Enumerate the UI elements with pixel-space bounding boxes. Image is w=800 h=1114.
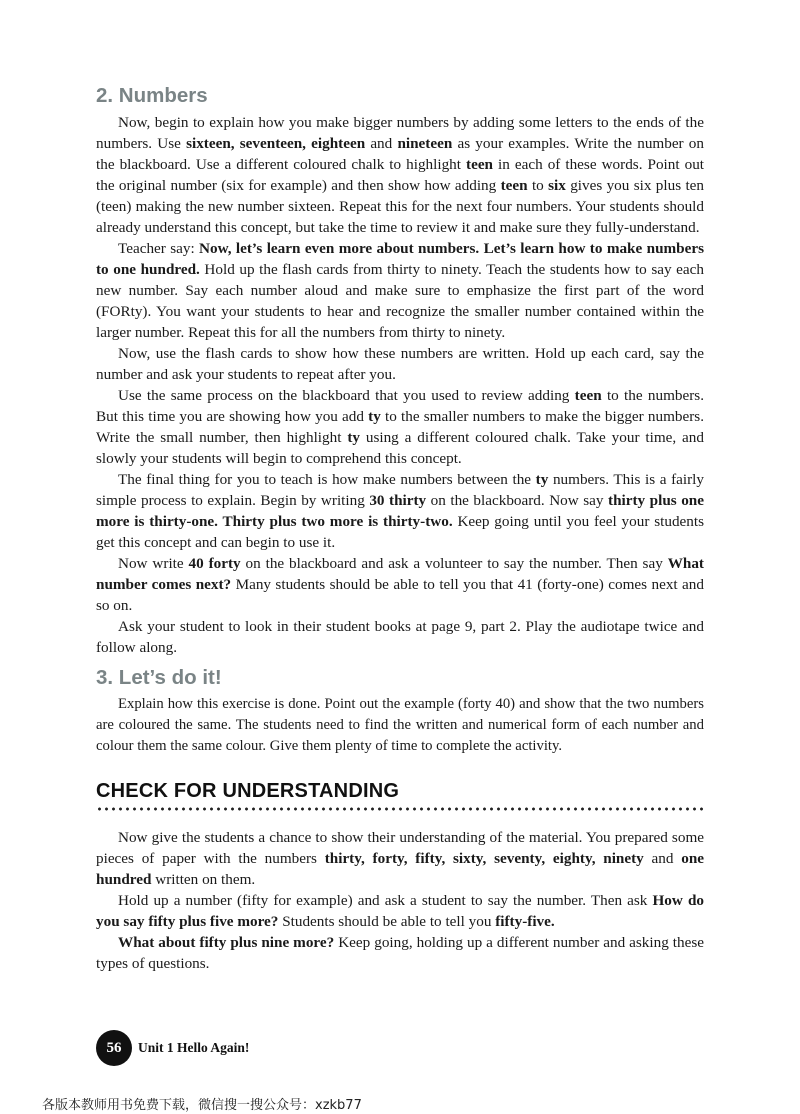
section-heading-lets-do-it: 3. Let’s do it! (96, 666, 222, 689)
paragraph: Now write 40 forty on the blackboard and ask a volunteer to say the number. Then say What number comes next? Many students should be able to tell you that 41 (forty-one) comes next and so on. (96, 555, 704, 614)
paragraph: Now, begin to explain how you make bigger numbers by adding some letters to the ends of the numbers. Use sixteen, seventeen, eighteen and nineteen as your examples. Write the number on the blackboard. Use a different coloured chalk to highlight teen in each of these words. Point out the original number (six for example) and then show how adding teen to six gives you six plus ten (teen) making the new number sixteen. Repeat this for the next four numbers. Your students should already understand this concept, but take the time to review it and make sure they fully-understand. (96, 114, 705, 236)
paragraph: Use the same process on the blackboard that you used to review adding teen to the numbers. But this time you are showing how you add ty to the smaller numbers to make the bigger numbers. Write the small number, then highlight ty using a different coloured chalk. Take your time, and slowly your students will begin to comprehend this concept. (96, 387, 704, 467)
paragraph: Now give the students a chance to show their understanding of the material. You prepared some pieces of paper with the numbers thirty, forty, fifty, sixty, seventy, eighty, ninety and one hundred written on them. (96, 829, 704, 888)
unit-label: Unit 1 Hello Again! (138, 1040, 250, 1055)
section-heading-numbers: 2. Numbers (96, 84, 208, 107)
paragraph: The final thing for you to teach is how make numbers between the ty numbers. This is a fairly simple process to explain. Begin by writing 30 thirty on the blackboard. Now say thirty plus one more is thirty-one. Thirty plus two more is thirty-two. Keep going until you feel your students get this concept and can begin to use it. (96, 471, 705, 551)
paragraph: What about fifty plus nine more? Keep going, holding up a different number and asking these types of questions. (96, 934, 704, 972)
paragraph: Hold up a number (fifty for example) and ask a student to say the number. Then ask How do you say fifty plus five more? Students should be able to tell you fifty-five. (96, 892, 704, 930)
paragraph: Ask your student to look in their student books at page 9, part 2. Play the audiotape twice and follow along. (96, 618, 704, 656)
paragraph: Teacher say: Now, let’s learn even more about numbers. Let’s learn how to make numbers to one hundred. Hold up the flash cards from thirty to ninety. Teach the students how to say each new number. Say each number aloud and make sure to emphasize the first part of the word (FORty). You want your students to hear and recognize the smaller number contained within the larger number. Repeat this for all the numbers from thirty to ninety. (96, 240, 705, 341)
check-for-understanding-heading: CHECK FOR UNDERSTANDING (96, 780, 400, 802)
dotted-divider (96, 805, 704, 813)
watermark-text: 各版本教师用书免费下载，微信搜一搜公众号：xzkb77 (42, 1098, 362, 1113)
paragraph: Explain how this exercise is done. Point out the example (forty 40) and show that the two numbers are coloured the same. The students need to find the written and numerical form of each number and colour them the same colour. Give them plenty of time to complete the activity. (96, 696, 704, 754)
page-footer (96, 1030, 249, 1066)
page-number-badge: 56 (96, 1030, 132, 1066)
paragraph: Now, use the flash cards to show how these numbers are written. Hold up each card, say the number and ask your students to repeat after you. (96, 345, 704, 383)
page-content (96, 84, 704, 974)
